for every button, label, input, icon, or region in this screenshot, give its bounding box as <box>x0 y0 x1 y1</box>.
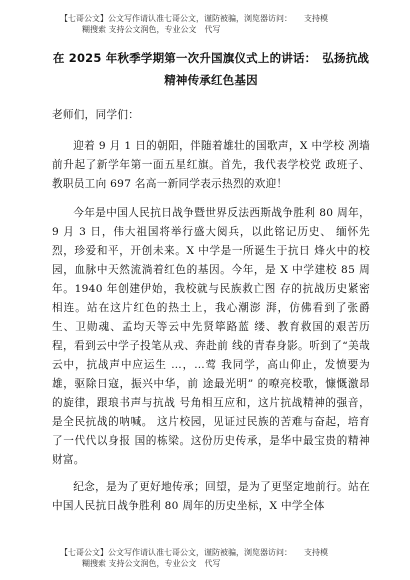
document-title: 在 2025 年秋季学期第一次升国旗仪式上的讲话： 弘扬抗战精神传承红色基因 <box>52 51 370 87</box>
document-body <box>52 106 370 516</box>
salutation: 老师们，同学们： <box>52 109 140 121</box>
header-banner-line2: 糊搜索 支持公文润色，专业公文 代写 <box>82 25 221 34</box>
footer-banner-line1: 【七哥公文】公文写作请认准七哥公文，谨防被骗，浏览器访问： 支持模 <box>60 548 328 557</box>
paragraph: 今年是中国人民抗日战争暨世界反法西斯战争胜利 80 周年，9 月 3 日，伟大祖国将举行盛大阅兵，以此铭记历史、 缅怀先烈，珍爱和平，开创未来。X 中学是一所诞生于抗日 烽火中的校园，血脉中天然流淌着红色的基因。今年，是 X 中学建校 85 周年。1940 年创建伊始，我校就与民族救亡图 存的抗战历史紧密相连。站在这片红色的热土上，我心潮澎 湃，仿佛看到了张爵生、卫勋魂、孟均天等云中先贤筚路蓝 缕、教育救国的艰苦历程，看到云中学子投笔从戎、奔赴前 线的青春身影。听到了“美哉云中，抗战声中应运生 …，…莺 我同学，高山仰止，发愤要为雄，驱除日寇，振兴中华，前 途最光明” 的嘹亮校歌，慷慨激昂的旋律，跟琅书声与抗战 号角相互应和，这片抗战精神的强音，是全民抗战的呐喊。 这片校园，见证过民族的苦难与奋起，培育了一代代以身报 国的栋梁。这份历史传承，是华中最宝贵的精神财富。 <box>52 207 370 466</box>
footer-banner <box>60 547 360 569</box>
footer-banner-line2: 糊搜索 支持公文润色，专业公文 代写 <box>82 559 221 568</box>
header-banner <box>60 13 360 35</box>
paragraph: 纪念，是为了更好地传承；回望，是为了更坚定地前行。站在中国人民抗日战争胜利 80 周年的历史坐标，X 中学全体 <box>52 481 370 512</box>
paragraph: 迎着 9 月 1 日的朝阳，伴随着雄壮的国歌声，X 中学校 冽墙前升起了新学年第一面五星红旗。首先，我代表学校党 政班子、教职员工向 697 名高一新同学表示热烈的欢迎！ <box>52 140 370 190</box>
header-banner-line1: 【七哥公文】公文写作请认准七哥公文，谨防被骗，浏览器访问： 支持模 <box>60 14 328 23</box>
